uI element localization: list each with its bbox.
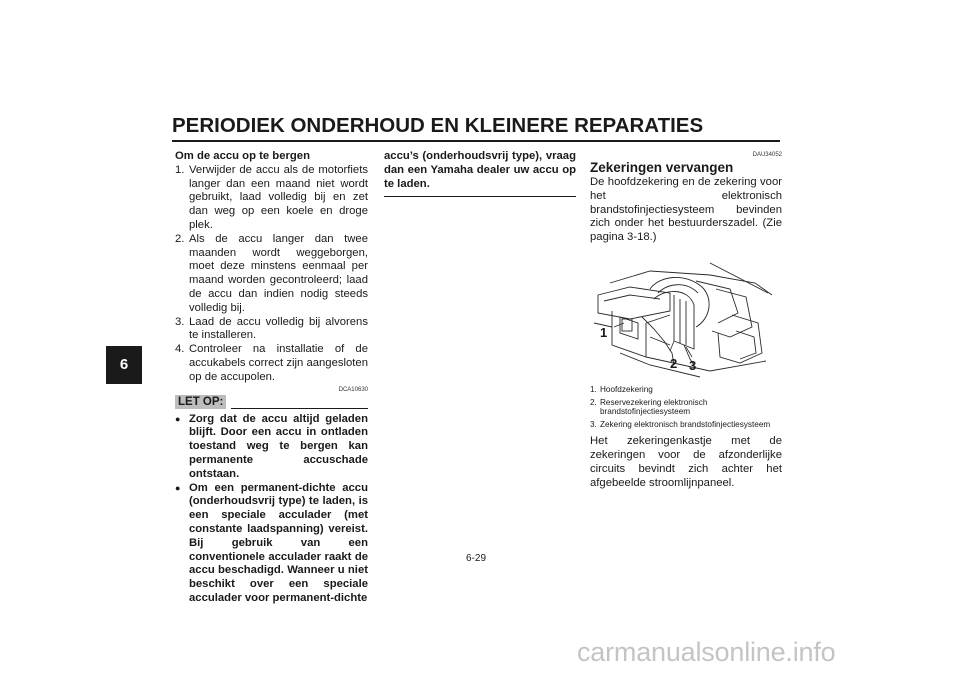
legend-number: 3. — [590, 419, 597, 429]
step-number: 3. — [175, 315, 185, 328]
storage-step — [175, 316, 368, 344]
column-left — [175, 150, 368, 606]
step-text: Verwijder de accu als de motorfiets langer dan een maand niet wordt gebruikt, laad volledig bij en zet dan weg op een koele en droge plek. — [189, 163, 368, 231]
watermark: carmanualsonline.info — [577, 637, 836, 667]
notice-badge: LET OP: — [175, 395, 226, 409]
notice-item — [175, 413, 368, 482]
storage-step — [175, 343, 368, 384]
step-text: Laad de accu volledig bij alvorens te installeren. — [189, 315, 368, 342]
notice-header — [175, 395, 368, 409]
notice-list — [175, 413, 368, 606]
step-number: 4. — [175, 343, 185, 356]
step-number: 1. — [175, 163, 185, 176]
legend-number: 1. — [590, 384, 597, 394]
fuse-box-illustration — [590, 253, 780, 383]
legend-item — [590, 385, 782, 395]
notice-text: Zorg dat de accu altijd geladen blijft. Door een accu in ontladen toestand weg te bergen kan permanente accuschade ontstaan. — [189, 412, 368, 480]
section-title: Zekeringen vervangen — [590, 160, 734, 175]
legend-item — [590, 420, 782, 430]
step-text: Als de accu langer dan twee maanden wordt weggeborgen, moet deze minstens eenmaal per maand worden gecontroleerd; laad de accu dan indien nodig steeds volledig bij. — [189, 232, 368, 314]
chapter-tab: 6 — [106, 346, 142, 384]
bullet-icon: ● — [175, 413, 181, 424]
legend-text: Reservezekering elektronisch brandstofinjectiesysteem — [600, 397, 708, 417]
notice-item — [175, 482, 368, 606]
title-rule — [172, 140, 780, 142]
storage-step — [175, 233, 368, 316]
notice-end-rule — [384, 196, 576, 197]
fuse-box-drawing — [590, 253, 780, 383]
notice-code: DCA10630 — [338, 386, 368, 393]
legend-text: Zekering elektronisch brandstofinjectiesysteem — [600, 419, 771, 429]
storage-step — [175, 164, 368, 233]
column-right — [590, 150, 782, 491]
notice-continuation: accu’s (onderhoudsvrij type), vraag dan een Yamaha dealer uw accu op te laden. — [384, 150, 576, 190]
notice-rule — [231, 408, 368, 409]
fuses-outro: Het zekeringenkastje met de zekeringen voor de afzonderlijke circuits bevindt zich achter het afgebeelde stroomlijnpaneel. — [590, 435, 782, 489]
page-number: 6-29 — [466, 553, 487, 564]
column-middle — [384, 150, 576, 197]
section-code: DAU34052 — [752, 152, 782, 158]
step-text: Controleer na installatie of de accukabels correct zijn aangesloten op de accupolen. — [189, 343, 368, 383]
figure-legend — [590, 385, 782, 429]
page-title: PERIODIEK ONDERHOUD EN KLEINERE REPARATIES — [172, 114, 704, 137]
battery-storage-heading: Om de accu op te bergen — [175, 150, 310, 162]
callout-1: 1 — [600, 324, 608, 340]
step-number: 2. — [175, 232, 185, 245]
legend-item — [590, 398, 782, 417]
legend-text: Hoofdzekering — [600, 384, 653, 394]
legend-number: 2. — [590, 397, 597, 407]
callout-3: 3 — [689, 357, 697, 373]
callout-2: 2 — [670, 355, 678, 371]
fuses-intro: De hoofdzekering en de zekering voor het elektronisch brandstofinjectiesysteem bevinden zich onder het bestuurderszadel. (Zie pagina 3-18.) — [590, 176, 782, 244]
notice-text: Om een permanent-dichte accu (onderhoudsvrij type) te laden, is een speciale acculader (met constante laadspanning) vereist. Bij gebruik van een conventionele acculader raakt de accu beschadigd. Wanneer u niet beschikt over een speciale acculader voor permanent-dichte — [189, 481, 368, 604]
bullet-icon: ● — [175, 482, 181, 493]
